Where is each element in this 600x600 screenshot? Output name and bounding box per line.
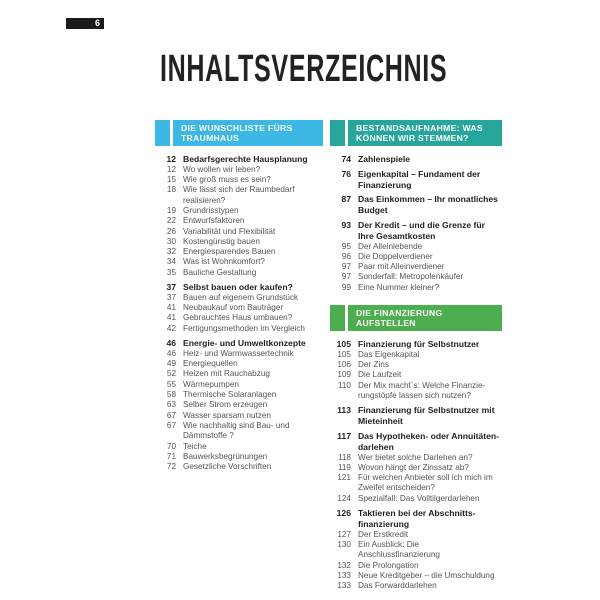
toc-chapter[interactable]	[330, 431, 502, 453]
entry-title: Gebrauchtes Haus umbauen?	[183, 313, 293, 323]
toc-entry[interactable]	[155, 452, 323, 462]
page-ref: 93	[341, 219, 351, 230]
entry-title: Finanzierung für Selbstnutzer mit Mieteinheit	[358, 405, 495, 427]
entry-title: Gesetzliche Vorschriften	[183, 462, 272, 472]
entry-title: Sonderfall: Metropolenkäufer	[358, 272, 464, 282]
entry-title: Das Forwarddarlehen	[358, 581, 437, 591]
toc-entry[interactable]	[155, 369, 323, 379]
page-ref: 34	[166, 257, 176, 267]
page-ref: 18	[166, 185, 176, 195]
page-ref: 133	[337, 570, 351, 580]
entry-title: Wo wollen wir leben?	[183, 164, 261, 174]
toc-entry[interactable]	[330, 370, 502, 380]
page-ref: 87	[341, 194, 351, 205]
entry-title: Das Eigenkapital	[358, 349, 420, 359]
toc-entry[interactable]	[330, 581, 502, 591]
page-ref: 37	[166, 282, 176, 293]
entry-title: Heizen mit Rauchabzug	[183, 369, 270, 379]
toc-chapter[interactable]	[155, 338, 323, 349]
toc-entry[interactable]	[330, 283, 502, 293]
toc-entry[interactable]	[155, 313, 323, 323]
entry-title: Eine Nummer kleiner?	[358, 282, 439, 292]
toc-entry[interactable]	[155, 411, 323, 421]
toc-chapter[interactable]	[330, 194, 502, 216]
page-ref: 70	[166, 441, 176, 451]
toc-entry[interactable]	[155, 206, 323, 216]
page-ref: 133	[337, 581, 351, 591]
page-ref: 12	[166, 154, 176, 164]
page-ref: 74	[341, 154, 351, 164]
entry-title: Der Mix macht´s: Welche Finanzierungstöpfe lassen sich nutzen?	[358, 380, 486, 401]
page-ref: 37	[166, 292, 176, 302]
entry-title: Für welchen Anbieter soll ich mich im Zweifel entscheiden?	[358, 473, 493, 493]
page-ref: 130	[337, 539, 351, 549]
page-title: INHALTSVERZEICHNIS	[160, 48, 448, 90]
toc-entry[interactable]	[155, 380, 323, 390]
toc-entry[interactable]	[330, 494, 502, 504]
page-ref: 97	[341, 262, 351, 272]
page-ref: 99	[341, 282, 351, 292]
page-ref: 42	[166, 323, 176, 333]
page-number: 6	[66, 18, 104, 29]
page-ref: 26	[166, 226, 176, 236]
entry-title: Kostengünstig bauen	[183, 236, 260, 246]
entry-title: Energiesparendes Bauen	[183, 247, 276, 257]
toc-chapter[interactable]	[330, 405, 502, 427]
section-title: DIE FINANZIERUNG AUFSTELLEN	[348, 305, 502, 331]
page-ref: 55	[166, 379, 176, 389]
page-ref: 106	[337, 360, 351, 370]
toc-entry[interactable]	[330, 463, 502, 473]
toc-entry[interactable]	[155, 390, 323, 400]
toc-entry[interactable]	[330, 540, 502, 561]
entry-title: Wie nachhaltig sind Bau- und Dämmstoffe ?	[183, 420, 290, 441]
page-ref: 35	[166, 267, 176, 277]
toc-entry[interactable]	[330, 272, 502, 282]
section-header	[155, 120, 323, 146]
page-ref: 76	[341, 168, 351, 179]
entry-title: Wasser sparsam nutzen	[183, 410, 271, 420]
toc-list	[330, 154, 502, 293]
entry-title: Grundrisstypen	[183, 205, 239, 215]
toc-entry[interactable]	[330, 360, 502, 370]
page-ref: 117	[337, 430, 351, 441]
entry-title: Variabilität und Flexibilität	[183, 226, 276, 236]
entry-title: Die Doppelverdiener	[358, 251, 433, 261]
page-ref: 95	[341, 241, 351, 251]
toc-entry[interactable]	[155, 257, 323, 267]
entry-title: Spezialfall: Das Volltilgerdarlehen	[358, 493, 480, 503]
entry-title: Wovon hängt der Zinssatz ab?	[358, 462, 469, 472]
page-ref: 63	[166, 400, 176, 410]
page-ref: 105	[337, 349, 351, 359]
page-ref: 71	[166, 451, 176, 461]
page-ref: 22	[166, 216, 176, 226]
toc-chapter[interactable]	[155, 282, 323, 293]
page-ref: 105	[336, 339, 351, 350]
header-block	[155, 120, 170, 146]
header-block	[330, 305, 345, 331]
toc-entry[interactable]	[330, 252, 502, 262]
entry-title: Der Alleinlebende	[358, 241, 423, 251]
entry-title: Die Laufzeit	[358, 370, 402, 380]
toc-chapter[interactable]	[330, 169, 502, 191]
entry-title: Selber Strom erzeugen	[183, 400, 268, 410]
toc-entry[interactable]	[155, 421, 323, 442]
toc-entry[interactable]	[155, 237, 323, 247]
entry-title: Zahlenspiele	[358, 154, 411, 164]
page-ref: 67	[166, 410, 176, 420]
toc-entry[interactable]	[330, 381, 502, 402]
toc-chapter[interactable]	[330, 154, 502, 165]
entry-title: Was ist Wohnkomfort?	[183, 257, 265, 267]
page-ref: 12	[166, 164, 176, 174]
entry-title: Thermische Solaranlagen	[183, 390, 277, 400]
entry-title: Taktieren bei der Abschnittsfinanzierung	[358, 508, 476, 529]
entry-title: Wer bietet solche Darlehen an?	[358, 452, 473, 462]
toc-entry[interactable]	[330, 242, 502, 252]
page-ref: 46	[166, 338, 176, 349]
entry-title: Heiz- und Warmwassertechnik	[183, 348, 294, 358]
toc-entry[interactable]	[155, 359, 323, 369]
page-ref: 127	[337, 529, 351, 539]
entry-title: Bauliche Gestaltung	[183, 267, 257, 277]
page-ref: 132	[337, 560, 351, 570]
toc-entry[interactable]	[330, 571, 502, 581]
page-ref: 119	[337, 462, 351, 472]
toc-chapter[interactable]	[330, 339, 502, 350]
entry-title: Neubaukauf vom Bauträger	[183, 303, 284, 313]
entry-title: Teiche	[183, 441, 207, 451]
toc-entry[interactable]	[155, 185, 323, 206]
toc-chapter[interactable]	[330, 508, 502, 530]
toc-entry[interactable]	[155, 227, 323, 237]
toc-entry[interactable]	[155, 247, 323, 257]
page-ref: 121	[337, 473, 351, 483]
page-ref: 41	[166, 313, 176, 323]
page-ref: 32	[166, 247, 176, 257]
page-ref: 67	[166, 420, 176, 430]
toc-entry[interactable]	[330, 530, 502, 540]
page-ref: 124	[337, 493, 351, 503]
toc-entry[interactable]	[155, 442, 323, 452]
section-title: DIE WUNSCHLISTE FÜRS TRAUMHAUS	[173, 120, 323, 146]
entry-title: Wie groß muss es sein?	[183, 175, 271, 185]
page-ref: 110	[337, 380, 351, 390]
page-ref: 15	[166, 175, 176, 185]
toc-entry[interactable]	[330, 262, 502, 272]
toc-entry[interactable]	[155, 324, 323, 334]
page-ref: 126	[336, 508, 351, 519]
entry-title: Die Prolongation	[358, 560, 419, 570]
entry-title: Energiequellen	[183, 359, 238, 369]
toc-entry[interactable]	[330, 350, 502, 360]
toc-chapter[interactable]	[155, 154, 323, 165]
page-ref: 30	[166, 236, 176, 246]
entry-title: Das Hypotheken- oder Annuitätendarlehen	[358, 430, 500, 452]
page-ref: 41	[166, 303, 176, 313]
entry-title: Der Kredit – und die Grenze für Ihre Gesamtkosten	[358, 219, 486, 241]
entry-title: Bauen auf eigenem Grundstück	[183, 292, 299, 302]
entry-title: Das Einkommen – Ihr monatliches Budget	[358, 194, 498, 216]
page-ref: 113	[337, 405, 351, 416]
entry-title: Neue Kreditgeber – die Umschuldung	[358, 570, 495, 580]
page-ref: 109	[337, 370, 351, 380]
toc-entry[interactable]	[155, 175, 323, 185]
toc-entry[interactable]	[155, 268, 323, 278]
page-ref: 97	[341, 272, 351, 282]
section-wunschliste	[155, 120, 323, 472]
entry-title: Fertigungsmethoden im Vergleich	[183, 323, 305, 333]
toc-entry[interactable]	[330, 473, 502, 494]
toc-entry[interactable]	[155, 349, 323, 359]
entry-title: Paar mit Alleinverdiener	[358, 262, 445, 272]
toc-entry[interactable]	[155, 462, 323, 472]
page-ref: 58	[166, 390, 176, 400]
page-ref: 72	[166, 462, 176, 472]
toc-list	[330, 339, 502, 591]
page-ref: 49	[166, 359, 176, 369]
toc-entry[interactable]	[155, 303, 323, 313]
entry-title: Ein Ausblick: Die Anschlussfinanzierung	[358, 539, 440, 560]
entry-title: Finanzierung für Selbstnutzer	[358, 339, 480, 350]
page-ref: 19	[166, 205, 176, 215]
entry-title: Bauwerksbegrünungen	[183, 451, 268, 461]
entry-title: Der Zins	[358, 360, 389, 370]
header-block	[330, 120, 345, 146]
toc-entry[interactable]	[155, 216, 323, 226]
toc-entry[interactable]	[330, 561, 502, 571]
section-bestandsaufnahme	[330, 120, 502, 591]
entry-title: Energie- und Umweltkonzepte	[183, 338, 306, 349]
entry-title: Wie lässt sich der Raumbedarf realisieren?	[183, 185, 295, 205]
section-header-finanzierung	[330, 305, 502, 331]
toc-entry[interactable]	[155, 293, 323, 303]
entry-title: Selbst bauen oder kaufen?	[183, 282, 293, 293]
toc-entry[interactable]	[330, 453, 502, 463]
entry-title: Entwurfsfaktoren	[183, 216, 245, 226]
section-header	[330, 120, 502, 146]
page-ref: 118	[337, 452, 351, 462]
page-ref: 46	[166, 348, 176, 358]
section-title: BESTANDSAUFNAHME: WAS KÖNNEN WIR STEMMEN?	[348, 120, 502, 146]
toc-list	[155, 154, 323, 472]
toc-chapter[interactable]	[330, 220, 502, 242]
toc-entry[interactable]	[155, 400, 323, 410]
toc-entry[interactable]	[155, 165, 323, 175]
entry-title: Eigenkapital – Fundament der Finanzierung	[358, 168, 481, 190]
entry-title: Wärmepumpen	[183, 379, 239, 389]
entry-title: Der Erstkredit	[358, 529, 409, 539]
page-ref: 96	[341, 251, 351, 261]
page-ref: 52	[166, 369, 176, 379]
entry-title: Bedarfsgerechte Hausplanung	[183, 154, 308, 164]
